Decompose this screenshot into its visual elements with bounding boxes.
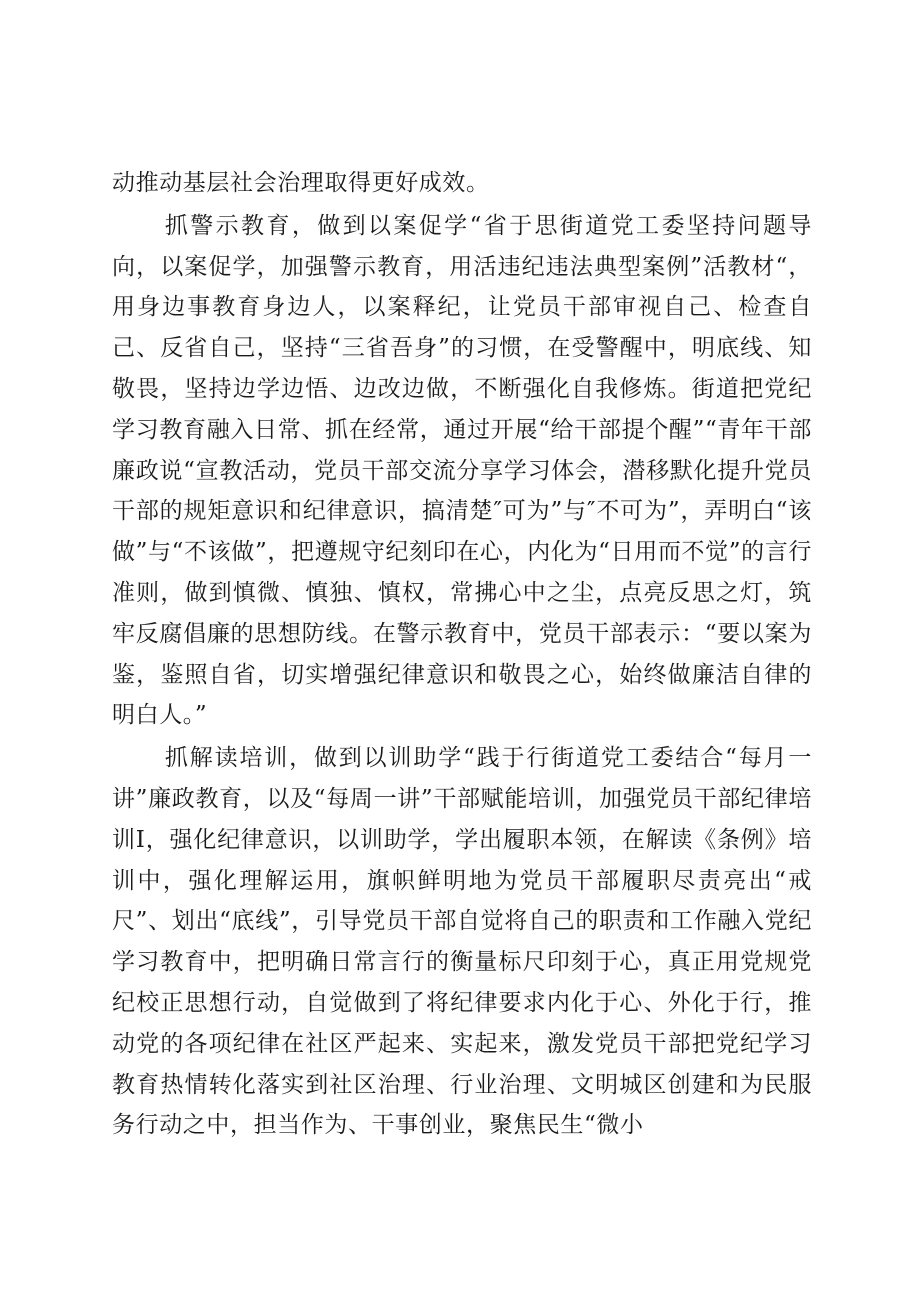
paragraph-2: 抓警示教育，做到以案促学“省于思街道党工委坚持问题导向，以案促学，加强警示教育，用活违纪违法典型案例”活教材“，用身边事教育身边人，以案释纪，让党员干部审视自己、检查自己、反省自己，坚持“三省吾身”的习惯，在受警醒中，明底线、知敬畏，坚持边学边悟、边改边做，不断强化自我修炼。街道把党纪学习教育融入日常、抓在经常，通过开展“给干部提个醒”“青年干部廉政说“宣教活动，党员干部交流分享学习体会，潜移默化提升党员干部的规矩意识和纪律意识，搞清楚″可为”与″不可为”，弄明白“该做”与“不该做”，把遵规守纪刻印在心，内化为“日用而不觉”的言行准则，做到慎微、慎独、慎权，常拂心中之尘，点亮反思之灯，筑牢反腐倡廉的思想防线。在警示教育中，党员干部表示：“要以案为鉴，鉴照自省，切实增强纪律意识和敬畏之心，始终做廉洁自律的明白人。”: [112, 212, 812, 729]
document-body: [112, 163, 812, 1146]
paragraph-3: 抓解读培训，做到以训助学“践于行街道党工委结合“每月一讲”廉政教育，以及“每周一讲”干部赋能培训，加强党员干部纪律培训I，强化纪律意识，以训助学，学出履职本领，在解读《条例》培训中，强化理解运用，旗帜鲜明地为党员干部履职尽责亮出“戒尺”、划出“底线”，引导党员干部自觉将自己的职责和工作融入党纪学习教育中，把明确日常言行的衡量标尺印刻于心，真正用党规党纪校正思想行动，自觉做到了将纪律要求内化于心、外化于行，推动党的各项纪律在社区严起来、实起来，激发党员干部把党纪学习教育热情转化落实到社区治理、行业治理、文明城区创建和为民服务行动之中，担当作为、干事创业，聚焦民生“微小: [112, 745, 812, 1139]
paragraph-1: 动推动基层社会治理取得更好成效。: [112, 170, 490, 196]
